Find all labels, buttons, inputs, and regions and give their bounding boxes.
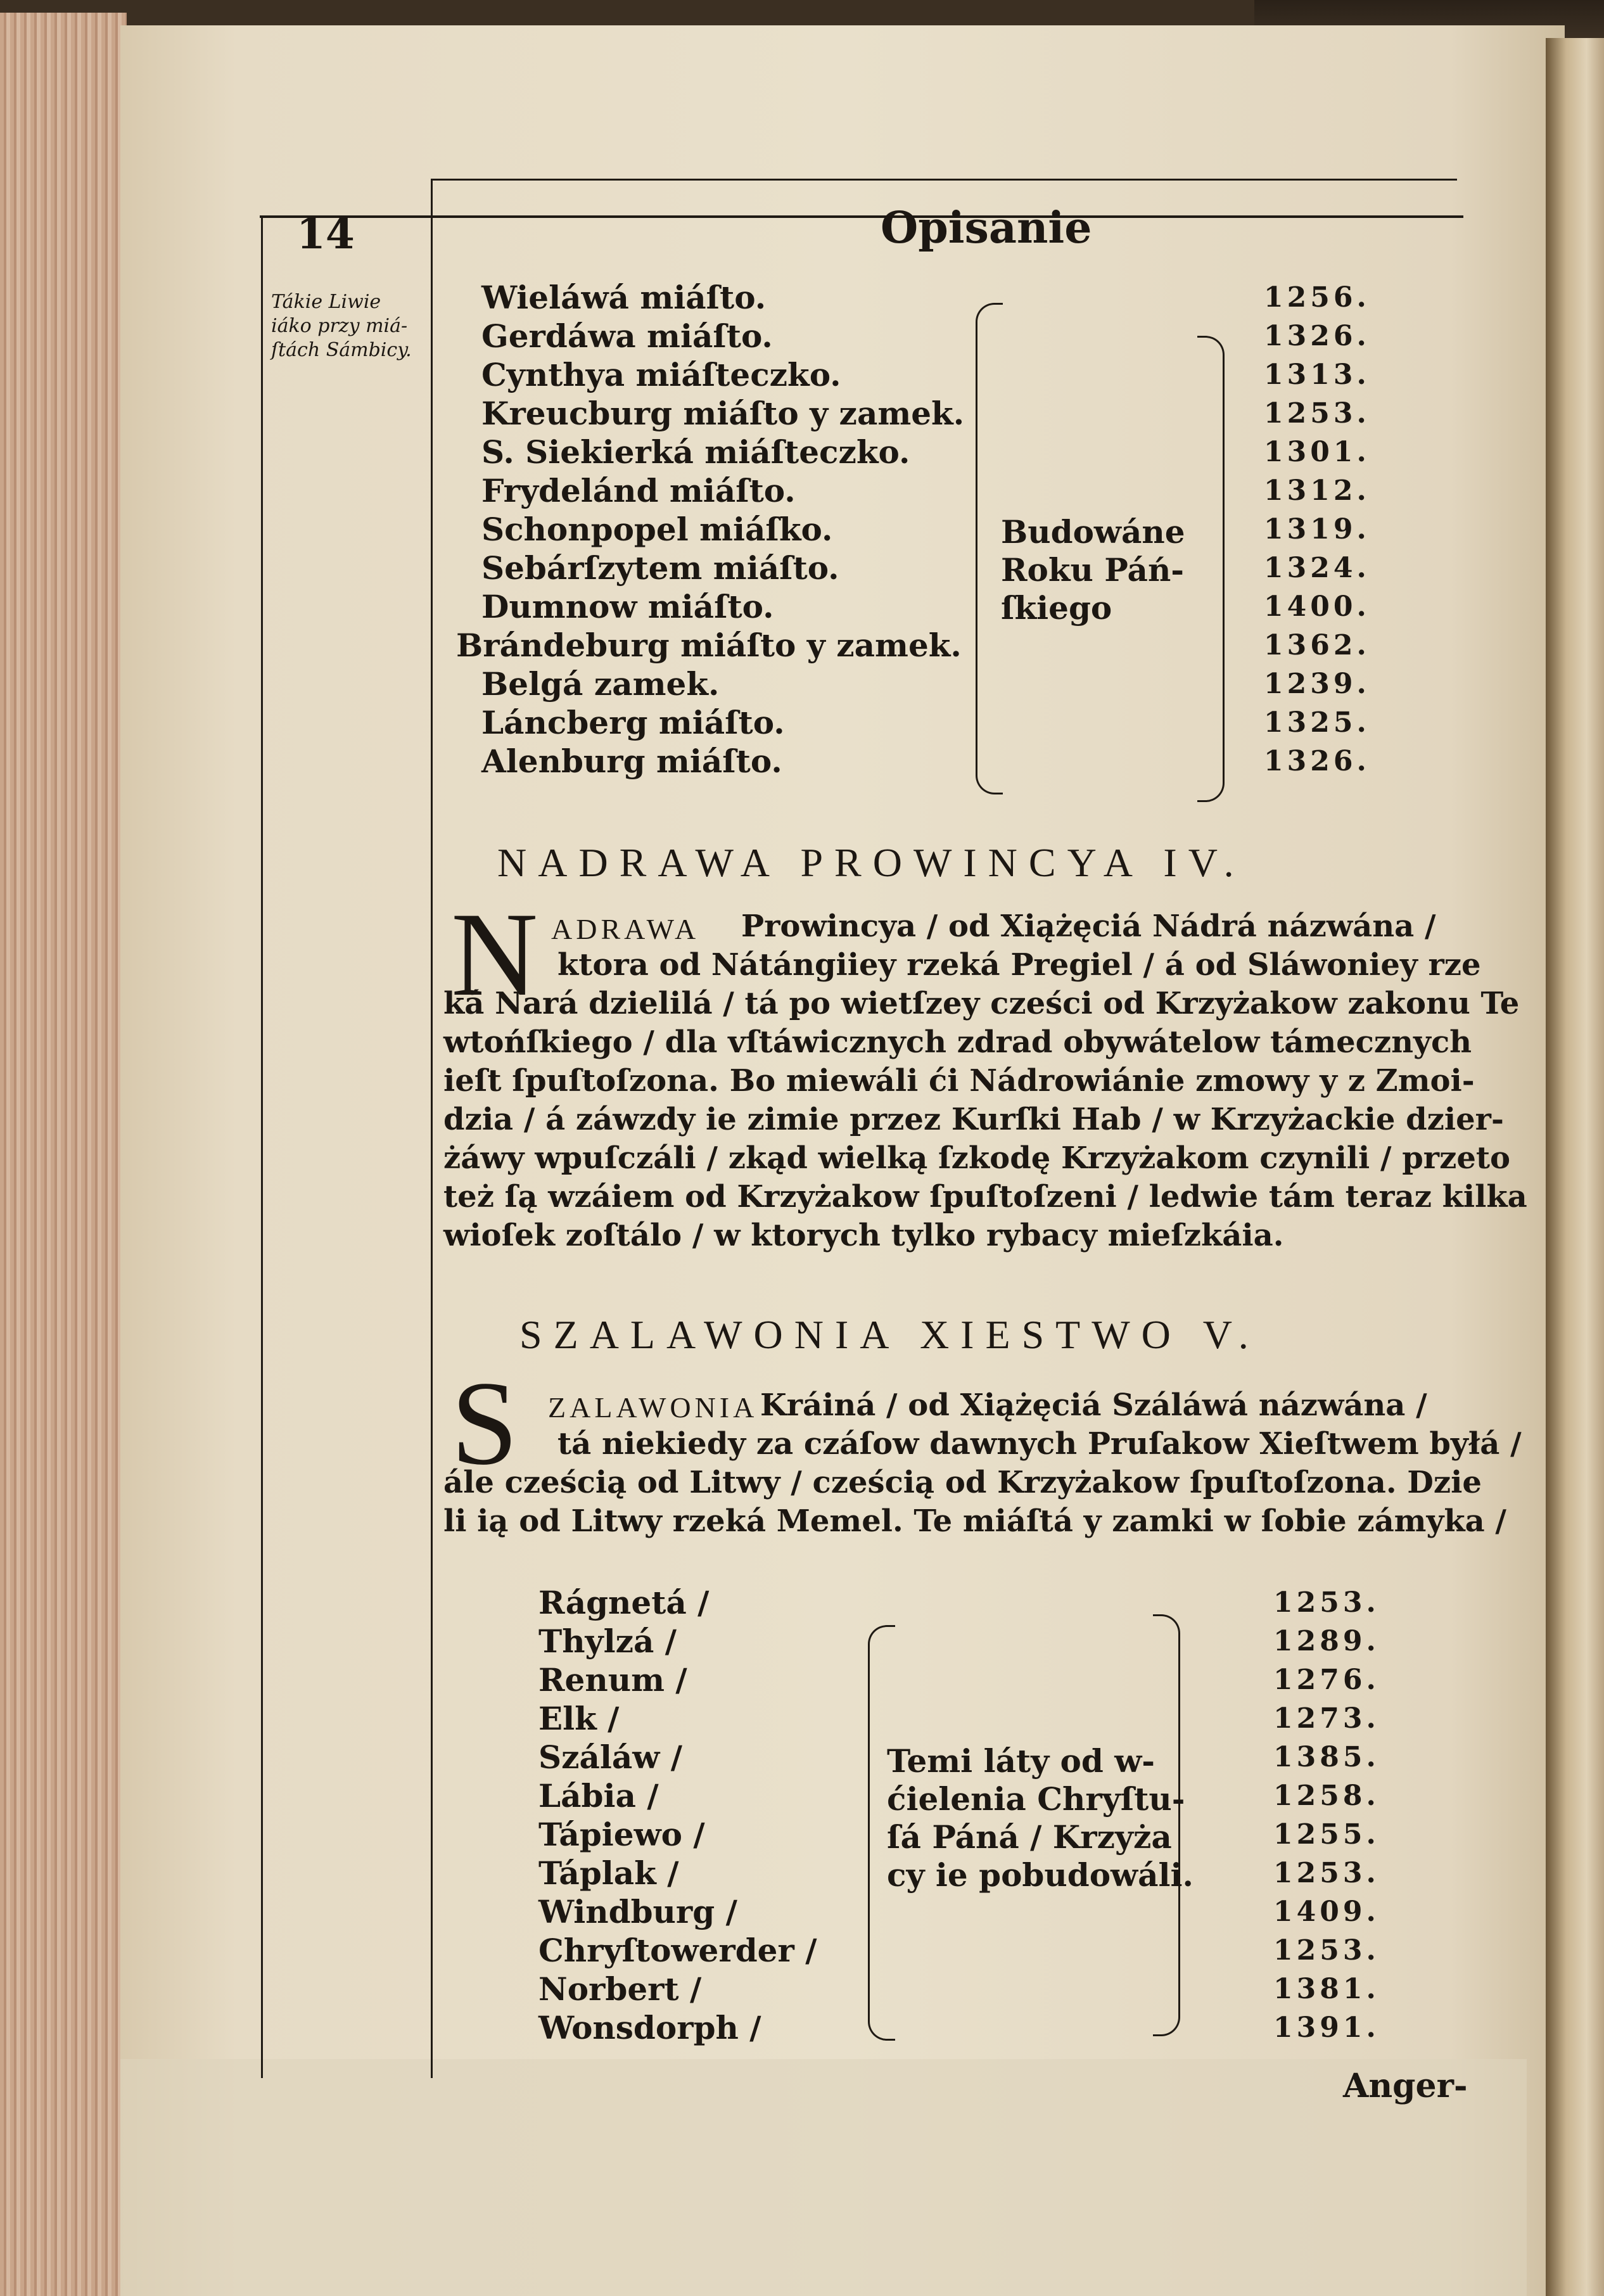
list2-year: 1381. bbox=[1273, 1973, 1380, 2005]
list1-right-brace bbox=[1197, 336, 1225, 802]
page-stack-edge bbox=[0, 13, 127, 2296]
list1-year: 1301. bbox=[1264, 436, 1370, 468]
paragraph-line: li ią od Litwy rzeká Memel. Te miáſtá y zamki w ſobie zámyka / bbox=[443, 1503, 1506, 1539]
list2-town-name: Száláw / bbox=[538, 1738, 683, 1776]
list1-town-name: Láncberg miáſto. bbox=[481, 704, 785, 741]
list2-brace-line: cy ie pobudowáli. bbox=[887, 1856, 1193, 1894]
dropcap-n: N bbox=[451, 888, 538, 1021]
list2-year: 1276. bbox=[1273, 1664, 1380, 1696]
margin-note: Tákie Liwie iáko przy miá-ſtách Sámbicy. bbox=[271, 291, 412, 361]
list2-town-name: Chryſtowerder / bbox=[538, 1932, 817, 1969]
running-title: Opisanie bbox=[881, 203, 1092, 253]
list2-town-name: Táplak / bbox=[538, 1854, 679, 1892]
paragraph-line: dzia / á záwzdy ie zimie przez Kurſki Hab / w Krzyżackie dzier- bbox=[443, 1102, 1504, 1137]
list2-town-name: Elk / bbox=[538, 1700, 620, 1737]
list1-town-name: S. Siekierká miáſteczko. bbox=[481, 433, 910, 471]
list1-town-name: Wieláwá miáſto. bbox=[481, 279, 767, 316]
paper-repair-strip bbox=[120, 2059, 1527, 2296]
list1-town-name: Alenburg miáſto. bbox=[481, 743, 782, 780]
section-heading-szalawonia: SZALAWONIA XIESTWO V. bbox=[519, 1312, 1260, 1357]
list1-town-name: Kreucburg miáſto y zamek. bbox=[481, 395, 965, 432]
paragraph-line: ktora od Nátángiiey rzeká Pregiel / á od Sláwoniey rze bbox=[557, 947, 1481, 983]
list2-brace-line: ćielenia Chryſtu- bbox=[887, 1780, 1185, 1818]
list2-town-name: Rágnetá / bbox=[538, 1584, 710, 1621]
paragraph-line: też ſą wzáiem od Krzyżakow ſpuſtoſzeni / ledwie tám teraz kilka bbox=[443, 1179, 1527, 1215]
list1-year: 1239. bbox=[1264, 668, 1370, 700]
paragraph-line: Prowincya / od Xiążęciá Nádrá názwána / bbox=[741, 909, 1436, 944]
paragraph-line: ále cześcią od Litwy / cześcią od Krzyżakow ſpuſtoſzona. Dzie bbox=[443, 1465, 1482, 1500]
list2-year: 1253. bbox=[1273, 1934, 1380, 1967]
list2-brace-line: ſá Páná / Krzyża bbox=[887, 1818, 1172, 1856]
top-rule bbox=[431, 179, 1457, 181]
list2-year: 1273. bbox=[1273, 1702, 1380, 1735]
list1-brace-line: Budowáne bbox=[1001, 513, 1185, 551]
list2-year: 1385. bbox=[1273, 1741, 1380, 1773]
paragraph-line: wtońſkiego / dla vſtáwicznych zdrad obywátelow támecznych bbox=[443, 1024, 1472, 1060]
list2-town-name: Wonsdorph / bbox=[538, 2009, 761, 2046]
list2-year: 1258. bbox=[1273, 1780, 1380, 1812]
list2-year: 1289. bbox=[1273, 1625, 1380, 1657]
paragraph-line: żáwy wpuſczáli / zkąd wielką ſzkodę Krzyżakom czynili / przeto bbox=[443, 1140, 1511, 1176]
list1-year: 1253. bbox=[1264, 397, 1370, 430]
section-heading-nadrawa: NADRAWA PROWINCYA IV. bbox=[497, 840, 1245, 885]
list2-town-name: Tápiewo / bbox=[538, 1816, 705, 1853]
paragraph-line: Kráiná / od Xiążęciá Száláwá názwána / bbox=[760, 1387, 1427, 1423]
list2-town-name: Norbert / bbox=[538, 1970, 702, 2008]
list1-town-name: Dumnow miáſto. bbox=[481, 588, 774, 625]
list2-town-name: Lábia / bbox=[538, 1777, 659, 1814]
list2-town-name: Thylzá / bbox=[538, 1623, 677, 1660]
list1-town-name: Schonpopel miáſko. bbox=[481, 511, 833, 548]
list1-town-name: Belgá zamek. bbox=[481, 665, 720, 703]
list1-left-brace bbox=[976, 303, 1003, 794]
first-word-szalawonia: ZALAWONIA bbox=[548, 1391, 758, 1424]
list2-year: 1253. bbox=[1273, 1586, 1380, 1619]
list1-year: 1312. bbox=[1264, 475, 1370, 507]
margin-rule-left bbox=[261, 215, 263, 2078]
list1-year: 1400. bbox=[1264, 590, 1370, 623]
dropcap-s: S bbox=[451, 1357, 518, 1490]
list1-year: 1362. bbox=[1264, 629, 1370, 661]
list2-year: 1255. bbox=[1273, 1818, 1380, 1851]
book-gutter bbox=[1546, 38, 1604, 2296]
list1-year: 1313. bbox=[1264, 359, 1370, 391]
list2-brace-line: Temi láty od w- bbox=[887, 1742, 1155, 1780]
list2-year: 1253. bbox=[1273, 1857, 1380, 1889]
list1-year: 1326. bbox=[1264, 745, 1370, 777]
paragraph-line: ká Nará dzielilá / tá po wietſzey cześci od Krzyżakow zakonu Te bbox=[443, 986, 1520, 1021]
list1-town-name: Brándeburg miáſto y zamek. bbox=[456, 627, 962, 664]
list1-brace-line: ſkiego bbox=[1001, 589, 1112, 627]
list1-year: 1256. bbox=[1264, 281, 1370, 314]
text-column-rule bbox=[431, 215, 433, 2078]
first-word-nadrawa: ADRAWA bbox=[551, 913, 700, 945]
list1-town-name: Frydelánd miáſto. bbox=[481, 472, 796, 509]
list2-town-name: Renum / bbox=[538, 1661, 687, 1699]
list1-town-name: Gerdáwa miáſto. bbox=[481, 317, 773, 355]
paragraph-line: wioſek zoſtálo / w ktorych tylko rybacy mieſzkáia. bbox=[443, 1218, 1284, 1253]
list2-year: 1409. bbox=[1273, 1896, 1380, 1928]
list1-year: 1326. bbox=[1264, 320, 1370, 352]
list2-year: 1391. bbox=[1273, 2012, 1380, 2044]
paragraph-line: tá niekiedy za czáſow dawnych Pruſakow Xieſtwem byłá / bbox=[557, 1426, 1522, 1462]
list1-brace-line: Roku Páń- bbox=[1001, 551, 1185, 589]
list1-town-name: Sebárſzytem miáſto. bbox=[481, 549, 839, 587]
list2-town-name: Windburg / bbox=[538, 1893, 737, 1930]
header-rule bbox=[260, 215, 1463, 218]
header-divider bbox=[431, 179, 433, 248]
list1-year: 1325. bbox=[1264, 706, 1370, 739]
page-number: 14 bbox=[296, 209, 355, 258]
paragraph-line: ieſt ſpuſtoſzona. Bo miewáli ći Nádrowiánie zmowy y z Zmoi- bbox=[443, 1063, 1475, 1099]
list1-year: 1324. bbox=[1264, 552, 1370, 584]
catchword: Anger- bbox=[1343, 2067, 1468, 2105]
list1-year: 1319. bbox=[1264, 513, 1370, 545]
list1-town-name: Cynthya miáſteczko. bbox=[481, 356, 841, 393]
